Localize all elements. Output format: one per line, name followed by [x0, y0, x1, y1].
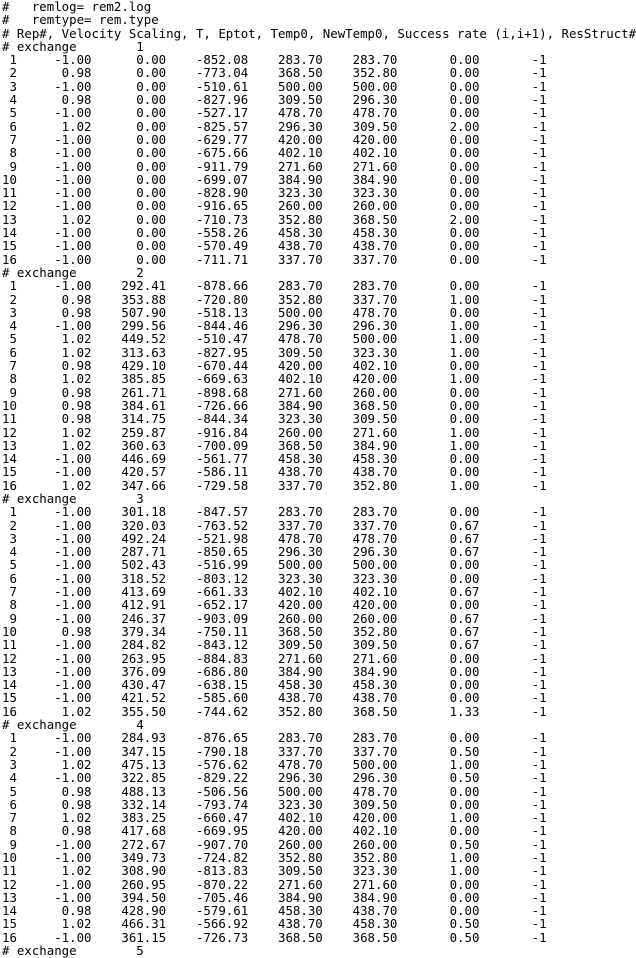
replica-data-row: 16 -1.00 361.15 -726.73 368.50 368.50 0.50 -1 [2, 929, 547, 945]
replica-data-row: 8 -1.00 412.91 -652.17 420.00 420.00 0.00 -1 [2, 597, 547, 613]
replica-data-row: 4 -1.00 322.85 -829.22 296.30 296.30 0.50 -1 [2, 770, 547, 786]
comment-header-line: # remtype= rem.type [2, 12, 159, 28]
replica-data-row: 6 -1.00 318.52 -803.12 323.30 323.30 0.00 -1 [2, 570, 547, 586]
replica-data-row: 3 1.02 475.13 -576.62 478.70 500.00 1.00 -1 [2, 756, 547, 772]
replica-data-row: 8 -1.00 0.00 -675.66 402.10 402.10 0.00 -1 [2, 145, 547, 161]
replica-data-row: 16 1.02 347.66 -729.58 337.70 352.80 1.00 -1 [2, 477, 547, 493]
replica-data-row: 11 1.02 308.90 -813.83 309.50 323.30 1.00 -1 [2, 863, 547, 879]
replica-data-row: 10 -1.00 349.73 -724.82 352.80 352.80 1.00 -1 [2, 850, 547, 865]
exchange-header-line: # exchange 3 [2, 490, 144, 506]
replica-data-row: 10 -1.00 0.00 -699.07 384.90 384.90 0.00 -1 [2, 171, 547, 187]
replica-data-row: 4 0.98 0.00 -827.96 309.50 296.30 0.00 -1 [2, 92, 547, 108]
replica-data-row: 13 -1.00 376.09 -686.80 384.90 384.90 0.00 -1 [2, 663, 547, 679]
replica-data-row: 9 -1.00 246.37 -903.09 260.00 260.00 0.67 -1 [2, 610, 547, 626]
replica-data-row: 1 -1.00 301.18 -847.57 283.70 283.70 0.00 -1 [2, 504, 547, 520]
exchange-header-line: # exchange 5 [2, 943, 144, 958]
log-content [2, 0, 636, 958]
replica-data-row: 14 -1.00 446.69 -561.77 458.30 458.30 0.00 -1 [2, 451, 547, 467]
replica-data-row: 3 0.98 507.90 -518.13 500.00 478.70 0.00 -1 [2, 304, 547, 320]
replica-data-row: 13 -1.00 394.50 -705.46 384.90 384.90 0.00 -1 [2, 889, 547, 905]
comment-header-line: # Rep#, Velocity Scaling, T, Eptot, Temp0, NewTemp0, Success rate (i,i+1), ResStruct# [2, 25, 636, 41]
replica-data-row: 15 -1.00 421.52 -585.60 438.70 438.70 0.00 -1 [2, 690, 547, 706]
replica-data-row: 14 -1.00 0.00 -558.26 458.30 458.30 0.00 -1 [2, 225, 547, 241]
replica-data-row: 5 -1.00 502.43 -516.99 500.00 500.00 0.00 -1 [2, 557, 547, 573]
replica-data-row: 2 -1.00 347.15 -790.18 337.70 337.70 0.50 -1 [2, 743, 547, 759]
replica-data-row: 1 -1.00 292.41 -878.66 283.70 283.70 0.00 -1 [2, 278, 547, 294]
replica-data-row: 13 1.02 0.00 -710.73 352.80 368.50 2.00 -1 [2, 211, 547, 227]
replica-data-row: 3 -1.00 492.24 -521.98 478.70 478.70 0.67 -1 [2, 530, 547, 546]
replica-data-row: 1 -1.00 0.00 -852.08 283.70 283.70 0.00 -1 [2, 52, 547, 68]
replica-data-row: 6 1.02 313.63 -827.95 309.50 323.30 1.00 -1 [2, 344, 547, 360]
replica-data-row: 13 1.02 360.63 -700.09 368.50 384.90 1.00 -1 [2, 437, 547, 453]
log-text-view[interactable] [2, 0, 636, 958]
replica-data-row: 8 0.98 417.68 -669.95 420.00 402.10 0.00 -1 [2, 823, 547, 839]
replica-data-row: 11 -1.00 284.82 -843.12 309.50 309.50 0.67 -1 [2, 637, 547, 653]
replica-data-row: 9 -1.00 0.00 -911.79 271.60 271.60 0.00 -1 [2, 158, 547, 174]
replica-data-row: 11 0.98 314.75 -844.34 323.30 309.50 0.00 -1 [2, 411, 547, 427]
exchange-header-line: # exchange 4 [2, 717, 144, 733]
replica-data-row: 15 -1.00 420.57 -586.11 438.70 438.70 0.00 -1 [2, 464, 547, 480]
replica-data-row: 9 0.98 261.71 -898.68 271.60 260.00 0.00 -1 [2, 384, 547, 400]
replica-data-row: 5 -1.00 0.00 -527.17 478.70 478.70 0.00 -1 [2, 105, 547, 121]
exchange-header-line: # exchange 2 [2, 264, 144, 280]
replica-data-row: 2 -1.00 320.03 -763.52 337.70 337.70 0.67 -1 [2, 517, 547, 533]
replica-data-row: 15 1.02 466.31 -566.92 438.70 458.30 0.50 -1 [2, 916, 547, 932]
replica-data-row: 5 1.02 449.52 -510.47 478.70 500.00 1.00 -1 [2, 331, 547, 347]
replica-data-row: 12 -1.00 0.00 -916.65 260.00 260.00 0.00 -1 [2, 198, 547, 214]
replica-data-row: 15 -1.00 0.00 -570.49 438.70 438.70 0.00 -1 [2, 238, 547, 254]
replica-data-row: 12 1.02 259.87 -916.84 260.00 271.60 1.00 -1 [2, 424, 547, 440]
replica-data-row: 9 -1.00 272.67 -907.70 260.00 260.00 0.50 -1 [2, 836, 547, 852]
replica-data-row: 12 -1.00 263.95 -884.83 271.60 271.60 0.00 -1 [2, 650, 547, 666]
replica-data-row: 10 0.98 379.34 -750.11 368.50 352.80 0.67 -1 [2, 623, 547, 639]
exchange-header-line: # exchange 1 [2, 38, 144, 54]
replica-data-row: 6 0.98 332.14 -793.74 323.30 309.50 0.00 -1 [2, 796, 547, 812]
replica-data-row: 6 1.02 0.00 -825.57 296.30 309.50 2.00 -1 [2, 118, 547, 134]
replica-data-row: 8 1.02 385.85 -669.63 402.10 420.00 1.00 -1 [2, 371, 547, 387]
replica-data-row: 4 -1.00 287.71 -850.65 296.30 296.30 0.67 -1 [2, 544, 547, 560]
replica-data-row: 7 0.98 429.10 -670.44 420.00 402.10 0.00 -1 [2, 358, 547, 374]
replica-data-row: 7 -1.00 0.00 -629.77 420.00 420.00 0.00 -1 [2, 131, 547, 147]
replica-data-row: 7 -1.00 413.69 -661.33 402.10 402.10 0.67 -1 [2, 584, 547, 600]
comment-header-line: # remlog= rem2.log [2, 0, 152, 14]
replica-data-row: 10 0.98 384.61 -726.66 384.90 368.50 0.00 -1 [2, 397, 547, 413]
replica-data-row: 16 -1.00 0.00 -711.71 337.70 337.70 0.00 -1 [2, 251, 547, 267]
replica-data-row: 4 -1.00 299.56 -844.46 296.30 296.30 1.00 -1 [2, 318, 547, 334]
replica-data-row: 14 0.98 428.90 -579.61 458.30 438.70 0.00 -1 [2, 903, 547, 919]
replica-data-row: 5 0.98 488.13 -506.56 500.00 478.70 0.00 -1 [2, 783, 547, 799]
replica-data-row: 2 0.98 0.00 -773.04 368.50 352.80 0.00 -1 [2, 65, 547, 81]
replica-data-row: 16 1.02 355.50 -744.62 352.80 368.50 1.33 -1 [2, 703, 547, 719]
replica-data-row: 11 -1.00 0.00 -828.90 323.30 323.30 0.00 -1 [2, 185, 547, 201]
replica-data-row: 7 1.02 383.25 -660.47 402.10 420.00 1.00 -1 [2, 810, 547, 826]
replica-data-row: 3 -1.00 0.00 -510.61 500.00 500.00 0.00 -1 [2, 78, 547, 94]
replica-data-row: 12 -1.00 260.95 -870.22 271.60 271.60 0.00 -1 [2, 876, 547, 892]
replica-data-row: 14 -1.00 430.47 -638.15 458.30 458.30 0.00 -1 [2, 677, 547, 693]
replica-data-row: 1 -1.00 284.93 -876.65 283.70 283.70 0.00 -1 [2, 730, 547, 746]
replica-data-row: 2 0.98 353.88 -720.80 352.80 337.70 1.00 -1 [2, 291, 547, 307]
